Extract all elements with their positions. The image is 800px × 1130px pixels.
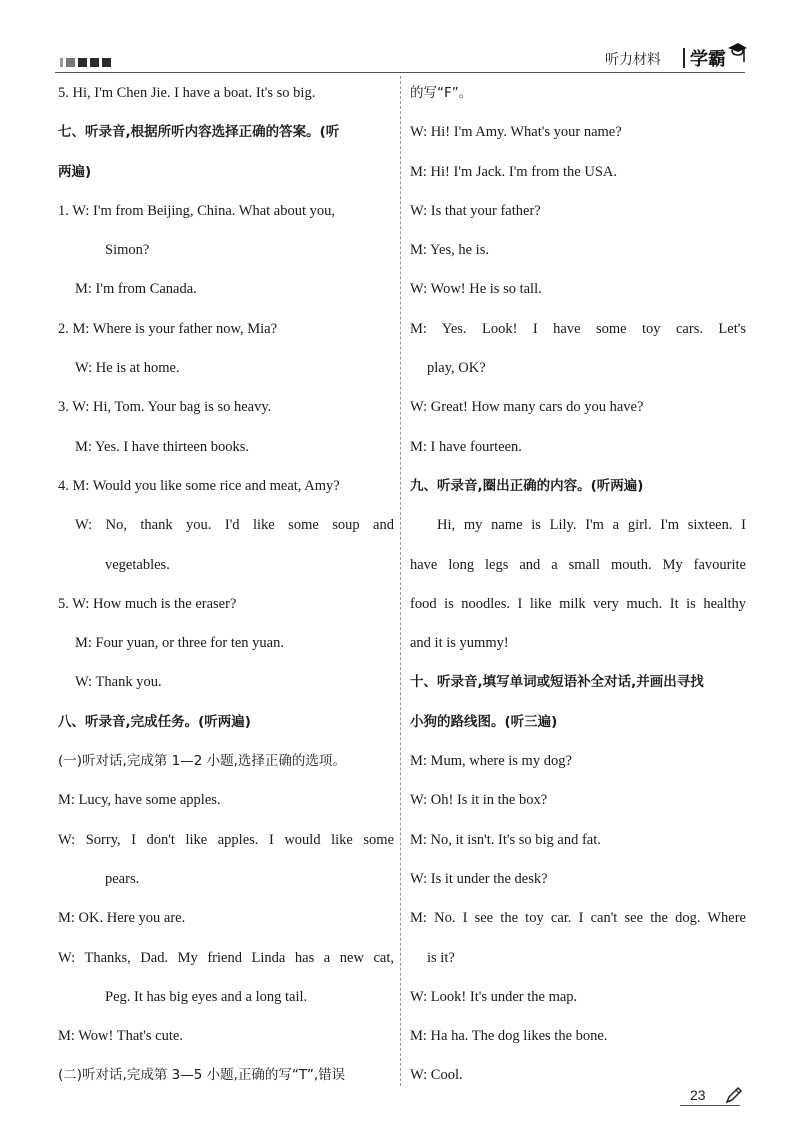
text-line: W: Look! It's under the map.: [410, 988, 578, 1005]
text-line: W: Is that your father?: [410, 202, 541, 219]
text-line: pears.: [105, 870, 140, 887]
text-line: W: Oh! Is it in the box?: [410, 792, 548, 809]
text-line: M: Hi! I'm Jack. I'm from the USA.: [410, 163, 617, 180]
text-line: W: He is at home.: [75, 360, 180, 377]
right-column: [410, 74, 746, 1096]
mortarboard-icon: [726, 40, 748, 66]
text-line: M: Yes. Look! I have some toy cars. Let's: [410, 320, 746, 337]
text-line: 2. M: Where is your father now, Mia?: [58, 320, 278, 337]
text-line: W: Thanks, Dad. My friend Linda has a new cat,: [58, 949, 394, 966]
text-line: M: No. I see the toy car. I can't see the dog. Where: [410, 910, 746, 927]
left-column: [58, 74, 394, 1096]
text-line: W: Cool.: [410, 1067, 463, 1084]
text-line: 3. W: Hi, Tom. Your bag is so heavy.: [58, 399, 272, 416]
text-line: M: Wow! That's cute.: [58, 1028, 183, 1045]
text-line: M: Yes, he is.: [410, 242, 489, 259]
text-line: vegetables.: [105, 556, 170, 573]
text-line: 4. M: Would you like some rice and meat, Amy?: [58, 477, 340, 494]
text-line: is it?: [427, 949, 455, 966]
text-line: 七、听录音,根据所听内容选择正确的答案。(听: [58, 124, 340, 141]
text-line: M: Lucy, have some apples.: [58, 792, 221, 809]
text-line: M: I have fourteen.: [410, 438, 522, 455]
text-line: Peg. It has big eyes and a long tail.: [105, 988, 308, 1005]
text-line: M: No, it isn't. It's so big and fat.: [410, 831, 601, 848]
text-line: W: No, thank you. I'd like some soup and: [75, 517, 394, 534]
page-header: [0, 0, 800, 75]
text-line: W: Is it under the desk?: [410, 870, 548, 887]
text-line: W: Hi! I'm Amy. What's your name?: [410, 124, 622, 141]
text-line: M: I'm from Canada.: [75, 281, 197, 298]
text-line: 小狗的路线图。(听三遍): [410, 713, 558, 730]
column-divider: [400, 76, 401, 1086]
text-line: play, OK?: [427, 360, 486, 377]
text-line: M: Ha ha. The dog likes the bone.: [410, 1028, 608, 1045]
text-line: Hi, my name is Lily. I'm a girl. I'm sixteen. I: [437, 517, 746, 534]
text-line: (一)听对话,完成第 1—2 小题,选择正确的选项。: [58, 753, 346, 770]
text-line: W: Wow! He is so tall.: [410, 281, 542, 298]
text-line: 八、听录音,完成任务。(听两遍): [58, 713, 251, 730]
text-line: and it is yummy!: [410, 635, 509, 652]
footer-rule: [680, 1105, 740, 1106]
text-line: Simon?: [105, 242, 150, 259]
text-line: 十、听录音,填写单词或短语补全对话,并画出寻找: [410, 674, 704, 691]
text-line: M: OK. Here you are.: [58, 910, 186, 927]
text-line: M: Mum, where is my dog?: [410, 753, 572, 770]
header-brand: 学霸: [690, 49, 726, 70]
pencil-icon: [724, 1085, 744, 1105]
text-line: 5. W: How much is the eraser?: [58, 595, 237, 612]
text-line: M: Four yuan, or three for ten yuan.: [75, 635, 284, 652]
text-line: 两遍): [58, 163, 92, 180]
header-decoration-blocks: [60, 58, 111, 67]
header-separator: [683, 48, 685, 68]
text-line: (二)听对话,完成第 3—5 小题,正确的写“T”,错误: [58, 1067, 346, 1084]
text-line: 的写“F”。: [410, 85, 473, 101]
text-line: W: Great! How many cars do you have?: [410, 399, 644, 416]
text-line: have long legs and a small mouth. My favourite: [410, 556, 746, 573]
page-number: 23: [690, 1087, 706, 1103]
text-line: 5. Hi, I'm Chen Jie. I have a boat. It's so big.: [58, 85, 316, 101]
text-line: W: Sorry, I don't like apples. I would like some: [58, 831, 394, 848]
text-line: W: Thank you.: [75, 674, 162, 691]
text-line: 九、听录音,圈出正确的内容。(听两遍): [410, 477, 644, 494]
header-section-label: 听力材料: [605, 52, 661, 68]
text-line: food is noodles. I like milk very much. It is healthy: [410, 595, 746, 612]
text-line: 1. W: I'm from Beijing, China. What about you,: [58, 202, 336, 219]
text-line: M: Yes. I have thirteen books.: [75, 438, 249, 455]
header-rule: [55, 72, 745, 73]
